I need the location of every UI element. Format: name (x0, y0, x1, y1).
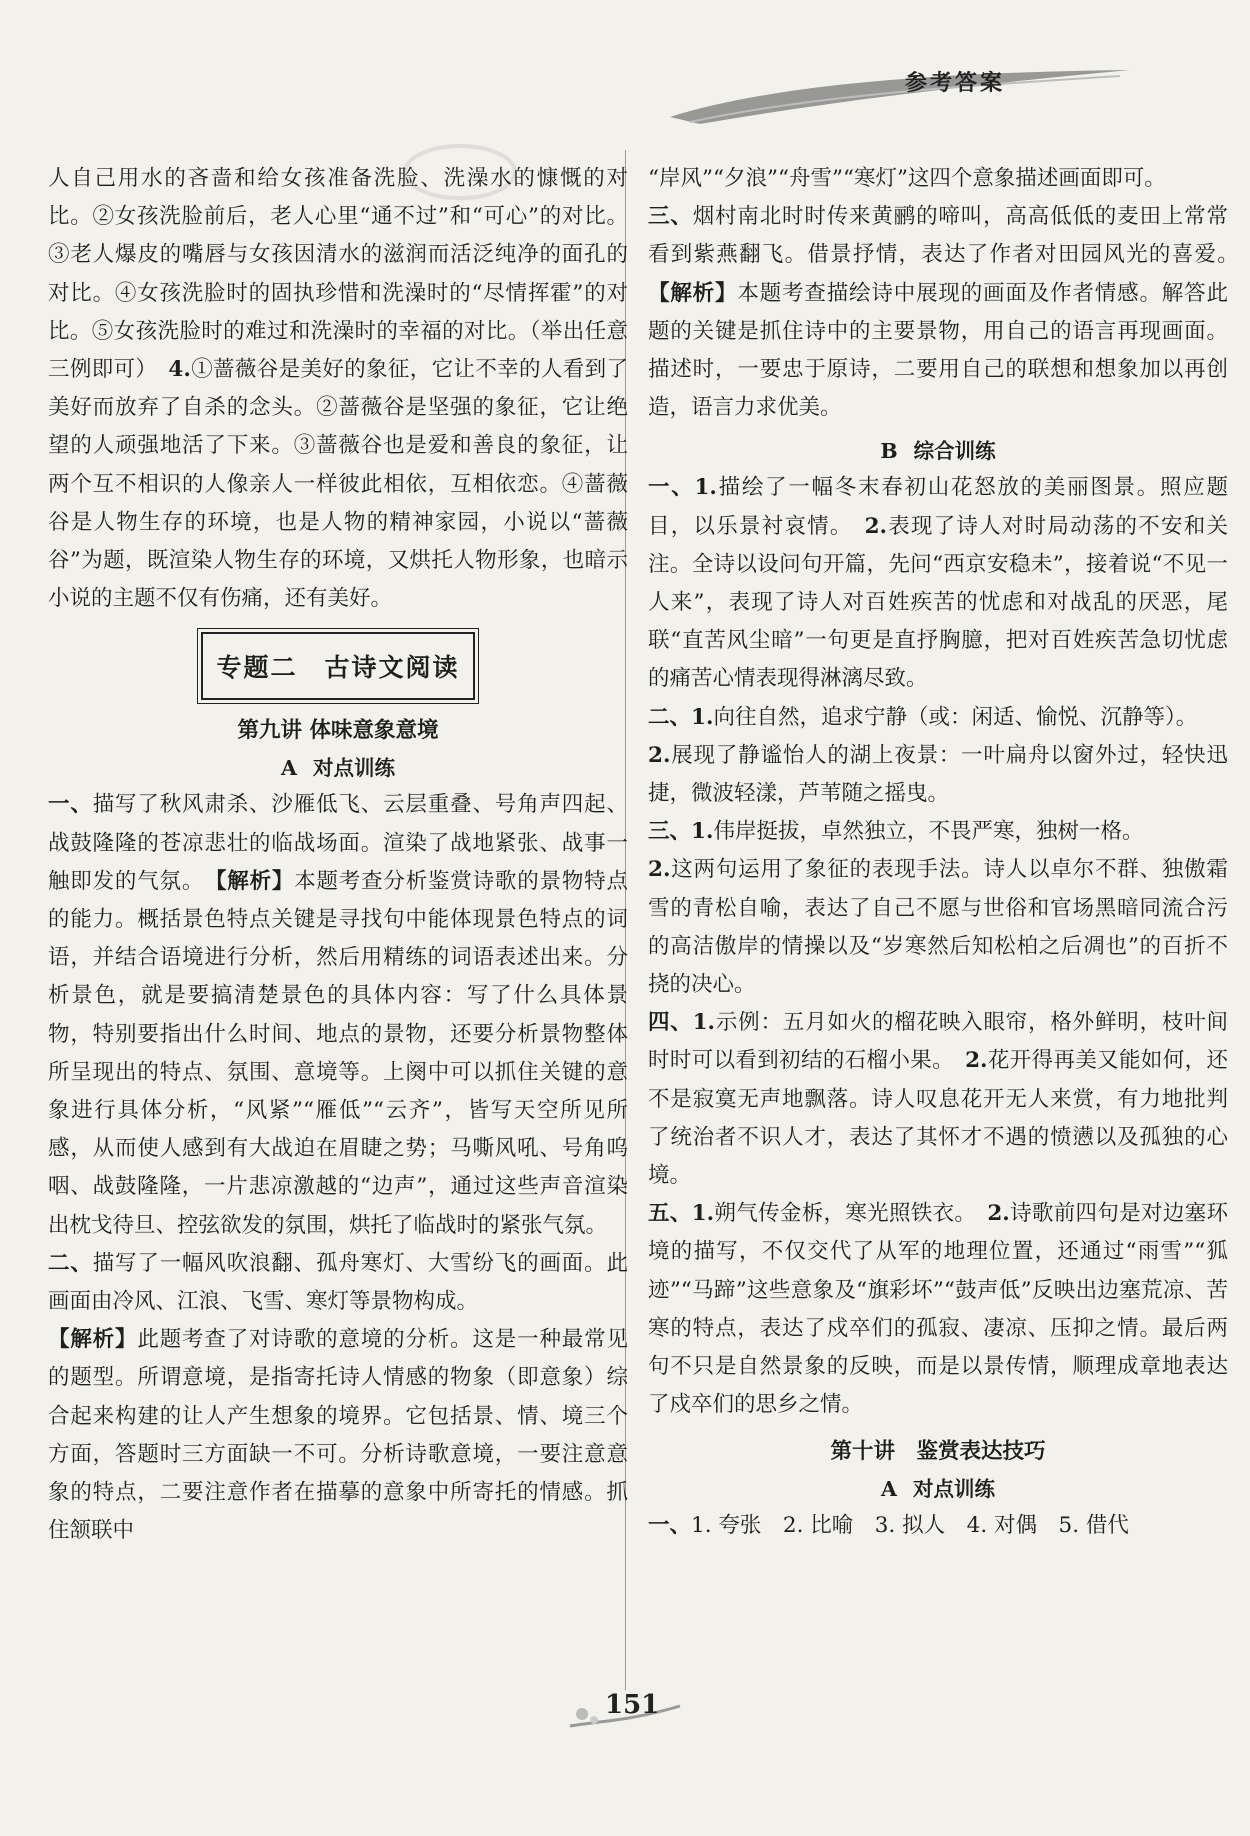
answer-text: 花开得再美又能如何，还不是寂寞无声地飘落。诗人叹息花开无人来赏，有力地批判了统治者不识人才，表达了其怀才不遇的愤懑以及孤独的心境。 (648, 1048, 1228, 1189)
question-number: 一、 (48, 792, 93, 818)
topic-heading-box (201, 632, 475, 700)
answer-paragraph (48, 160, 628, 618)
section-title (48, 750, 628, 786)
answer-paragraph (48, 1245, 628, 1321)
answer-paragraph (648, 1195, 1228, 1424)
question-number: 2. (648, 742, 671, 768)
answer-text: 向往自然，追求宁静（或：闲适、愉悦、沉静等）。 (713, 704, 1198, 730)
answer-text: 展现了静谧怡人的湖上夜景：一叶扁舟以窗外过，轻快迅捷，微波轻漾，芦苇随之摇曳。 (648, 742, 1228, 807)
answer-item: 5. 借代 (1058, 1512, 1129, 1538)
answer-paragraph (648, 1507, 1228, 1545)
answer-text: 描写了一幅风吹浪翻、孤舟寒灯、大雪纷飞的画面。此画面由冷风、江浪、飞雪、寒灯等景物构成。 (48, 1250, 628, 1315)
question-number: 二、1. (648, 704, 714, 730)
question-number: 四、1. (648, 1010, 716, 1036)
answer-text: 诗歌前四句是对边塞环境的描写，不仅交代了从军的地理位置，还通过“雨雪”“狐迹”“马蹄”这些意象及“旗彩坏”“鼓声低”反映出边塞荒凉、苦寒的特点，表达了戍卒们的孤寂、凄凉、压抑之情。最后两句不只是自然景象的反映，而是以景传情，顺理成章地表达了戍卒们的思乡之情。 (648, 1201, 1228, 1418)
section-name: 对点训练 (912, 1476, 995, 1501)
answer-item: 2. 比喻 (782, 1512, 854, 1538)
answer-paragraph (648, 851, 1228, 1004)
analysis-text: 本题考查描绘诗中展现的画面及作者情感。解答此题的关键是抓住诗中的主要景物，用自己的语言再现画面。描述时，一要忠于原诗，二要用自己的联想和想象加以再创造，语言力求优美。 (648, 280, 1228, 421)
question-number: 2. (965, 1048, 988, 1074)
question-number: 2. (987, 1201, 1010, 1227)
analysis-text: 本题考查分析鉴赏诗歌的景物特点的能力。概括景色特点关键是寻找句中能体现景色特点的词语，并结合语境进行分析，然后用精练的词语表述出来。分析景色，就是要搞清楚景色的具体内容：写了什么具体景物，特别要指出什么时间、地点的景物，还要分析景物整体所呈现出的特点、氛围、意境等。上阕中可以抓住关键的意象进行具体分析，“风紧”“雁低”“云齐”，皆写天空所见所感，从而使人感到有大战迫在眉睫之势；马嘶风吼、号角呜咽、战鼓隆隆，一片悲凉激越的“边声”，通过这些声音渲染出枕戈待旦、控弦欲发的氛围，烘托了临战时的紧张气氛。 (48, 868, 628, 1238)
answer-paragraph (648, 1004, 1228, 1195)
answer-text: “岸风”“夕浪”“舟雪”“寒灯”这四个意象描述画面即可。 (648, 166, 1166, 191)
lecture-title: 第九讲 体味意象意境 (237, 718, 439, 744)
answer-paragraph (648, 469, 1228, 698)
answer-text: 这两句运用了象征的表现手法。诗人以卓尔不群、独傲霜雪的青松自喻，表达了自己不愿与世俗和官场黑暗同流合污的高洁傲岸的情操以及“岁寒然后知松柏之后凋也”的百折不挠的决心。 (648, 857, 1228, 998)
answer-paragraph (648, 737, 1228, 813)
analysis-tag: 【解析】 (648, 280, 738, 306)
question-number: 三、 (648, 204, 693, 230)
section-letter: A (881, 1476, 897, 1501)
answer-text: 朔气传金柝，寒光照铁衣。 (714, 1201, 966, 1227)
analysis-tag: 【解析】 (215, 868, 295, 894)
answer-text: 人自己用水的吝啬和给女孩准备洗脸、洗澡水的慷慨的对比。②女孩洗脸前后，老人心里“通不过”和“可心”的对比。③老人爆皮的嘴唇与女孩因清水的滋润而活泛纯净的面孔的对比。④女孩洗脸时的固执珍惜和洗澡时的“尽情挥霍”的对比。⑤女孩洗脸时的难过和洗澡时的幸福的对比。（举出任意三例即可） (48, 166, 628, 383)
answer-paragraph (648, 813, 1228, 851)
question-number: 2. (648, 857, 671, 883)
header-swoosh-decoration (660, 62, 1140, 132)
answer-paragraph (648, 160, 1228, 198)
header-title: 参考答案 (905, 71, 1006, 96)
answer-text: 示例：五月如火的榴花映入眼帘，格外鲜明，枝叶间时时可以看到初结的石榴小果。 (648, 1010, 1228, 1074)
question-number: 二、 (48, 1250, 93, 1276)
answer-text: 烟村南北时时传来黄鹂的啼叫，高高低低的麦田上常常看到紫燕翻飞。借景抒情，表达了作者对田园风光的喜爱。 (648, 204, 1228, 268)
right-column (648, 160, 1228, 1545)
answer-text: 伟岸挺拔，卓然独立，不畏严寒，独树一格。 (713, 819, 1144, 845)
section-title (648, 1471, 1228, 1507)
answer-text: 表现了诗人对时局动荡的不安和关注。全诗以设问句开篇，先问“西京安稳未”，接着说“不见一人来”，表现了诗人对百姓疾苦的忧虑和对战乱的厌恶，尾联“直苦风尘暗”一句更是直抒胸臆，把对百姓疾苦急切忧虑的痛苦心情表现得淋漓尽致。 (648, 513, 1228, 692)
question-number: 2. (864, 513, 888, 539)
question-number: 4. (168, 357, 191, 383)
section-title (648, 433, 1228, 469)
section-letter: B (880, 439, 898, 464)
section-letter: A (281, 756, 297, 781)
answer-text: 描写了秋风肃杀、沙雁低飞、云层重叠、号角声四起、战鼓隆隆的苍凉悲壮的临战场面。渲染了战地紧张、战事一触即发的气氛。 (48, 792, 628, 894)
answer-item: 4. 对偶 (966, 1512, 1037, 1538)
answer-item: 3. 拟人 (874, 1512, 946, 1538)
lecture-title: 第十讲 鉴赏表达技巧 (830, 1438, 1046, 1464)
section-name: 综合训练 (913, 439, 996, 464)
topic-heading: 专题二 古诗文阅读 (216, 653, 460, 683)
page-header (0, 0, 1250, 140)
left-column (48, 160, 628, 1551)
analysis-text: 此题考查了对诗歌的意境的分析。这是一种最常见的题型。所谓意境，是指寄托诗人情感的物象（即意象）综合起来构建的让人产生想象的境界。它包括景、情、境三个方面，答题时三方面缺一不可。分析诗歌意境，一要注意意象的特点，二要注意作者在描摹的意象中所寄托的情感。抓住颔联中 (48, 1327, 628, 1544)
question-number: 一、1. (648, 475, 717, 501)
answer-item: 1. 夸张 (691, 1512, 762, 1538)
answer-paragraph (48, 786, 628, 1244)
page-number: 151 (605, 1690, 660, 1720)
answer-paragraph (648, 699, 1228, 737)
question-number: 三、1. (648, 819, 714, 845)
section-name: 对点训练 (312, 756, 395, 781)
analysis-tag: 【解析】 (48, 1327, 138, 1353)
answer-text: 描绘了一幅冬末春初山花怒放的美丽图景。照应题目，以乐景衬哀情。 (648, 475, 1228, 539)
answer-paragraph (48, 1321, 628, 1550)
question-number: 五、1. (648, 1201, 715, 1227)
answer-paragraph (648, 198, 1228, 427)
question-number: 一、 (648, 1512, 692, 1538)
answer-text: ①蔷薇谷是美好的象征，它让不幸的人看到了美好而放弃了自杀的念头。②蔷薇谷是坚强的象征，它让绝望的人顽强地活了下来。③蔷薇谷也是爱和善良的象征，让两个互不相识的人像亲人一样彼此相依，互相依恋。④蔷薇谷是人物生存的环境，也是人物的精神家园，小说以“蔷薇谷”为题，既渲染人物生存的环境，又烘托人物形象，也暗示小说的主题不仅有伤痛，还有美好。 (48, 357, 628, 612)
